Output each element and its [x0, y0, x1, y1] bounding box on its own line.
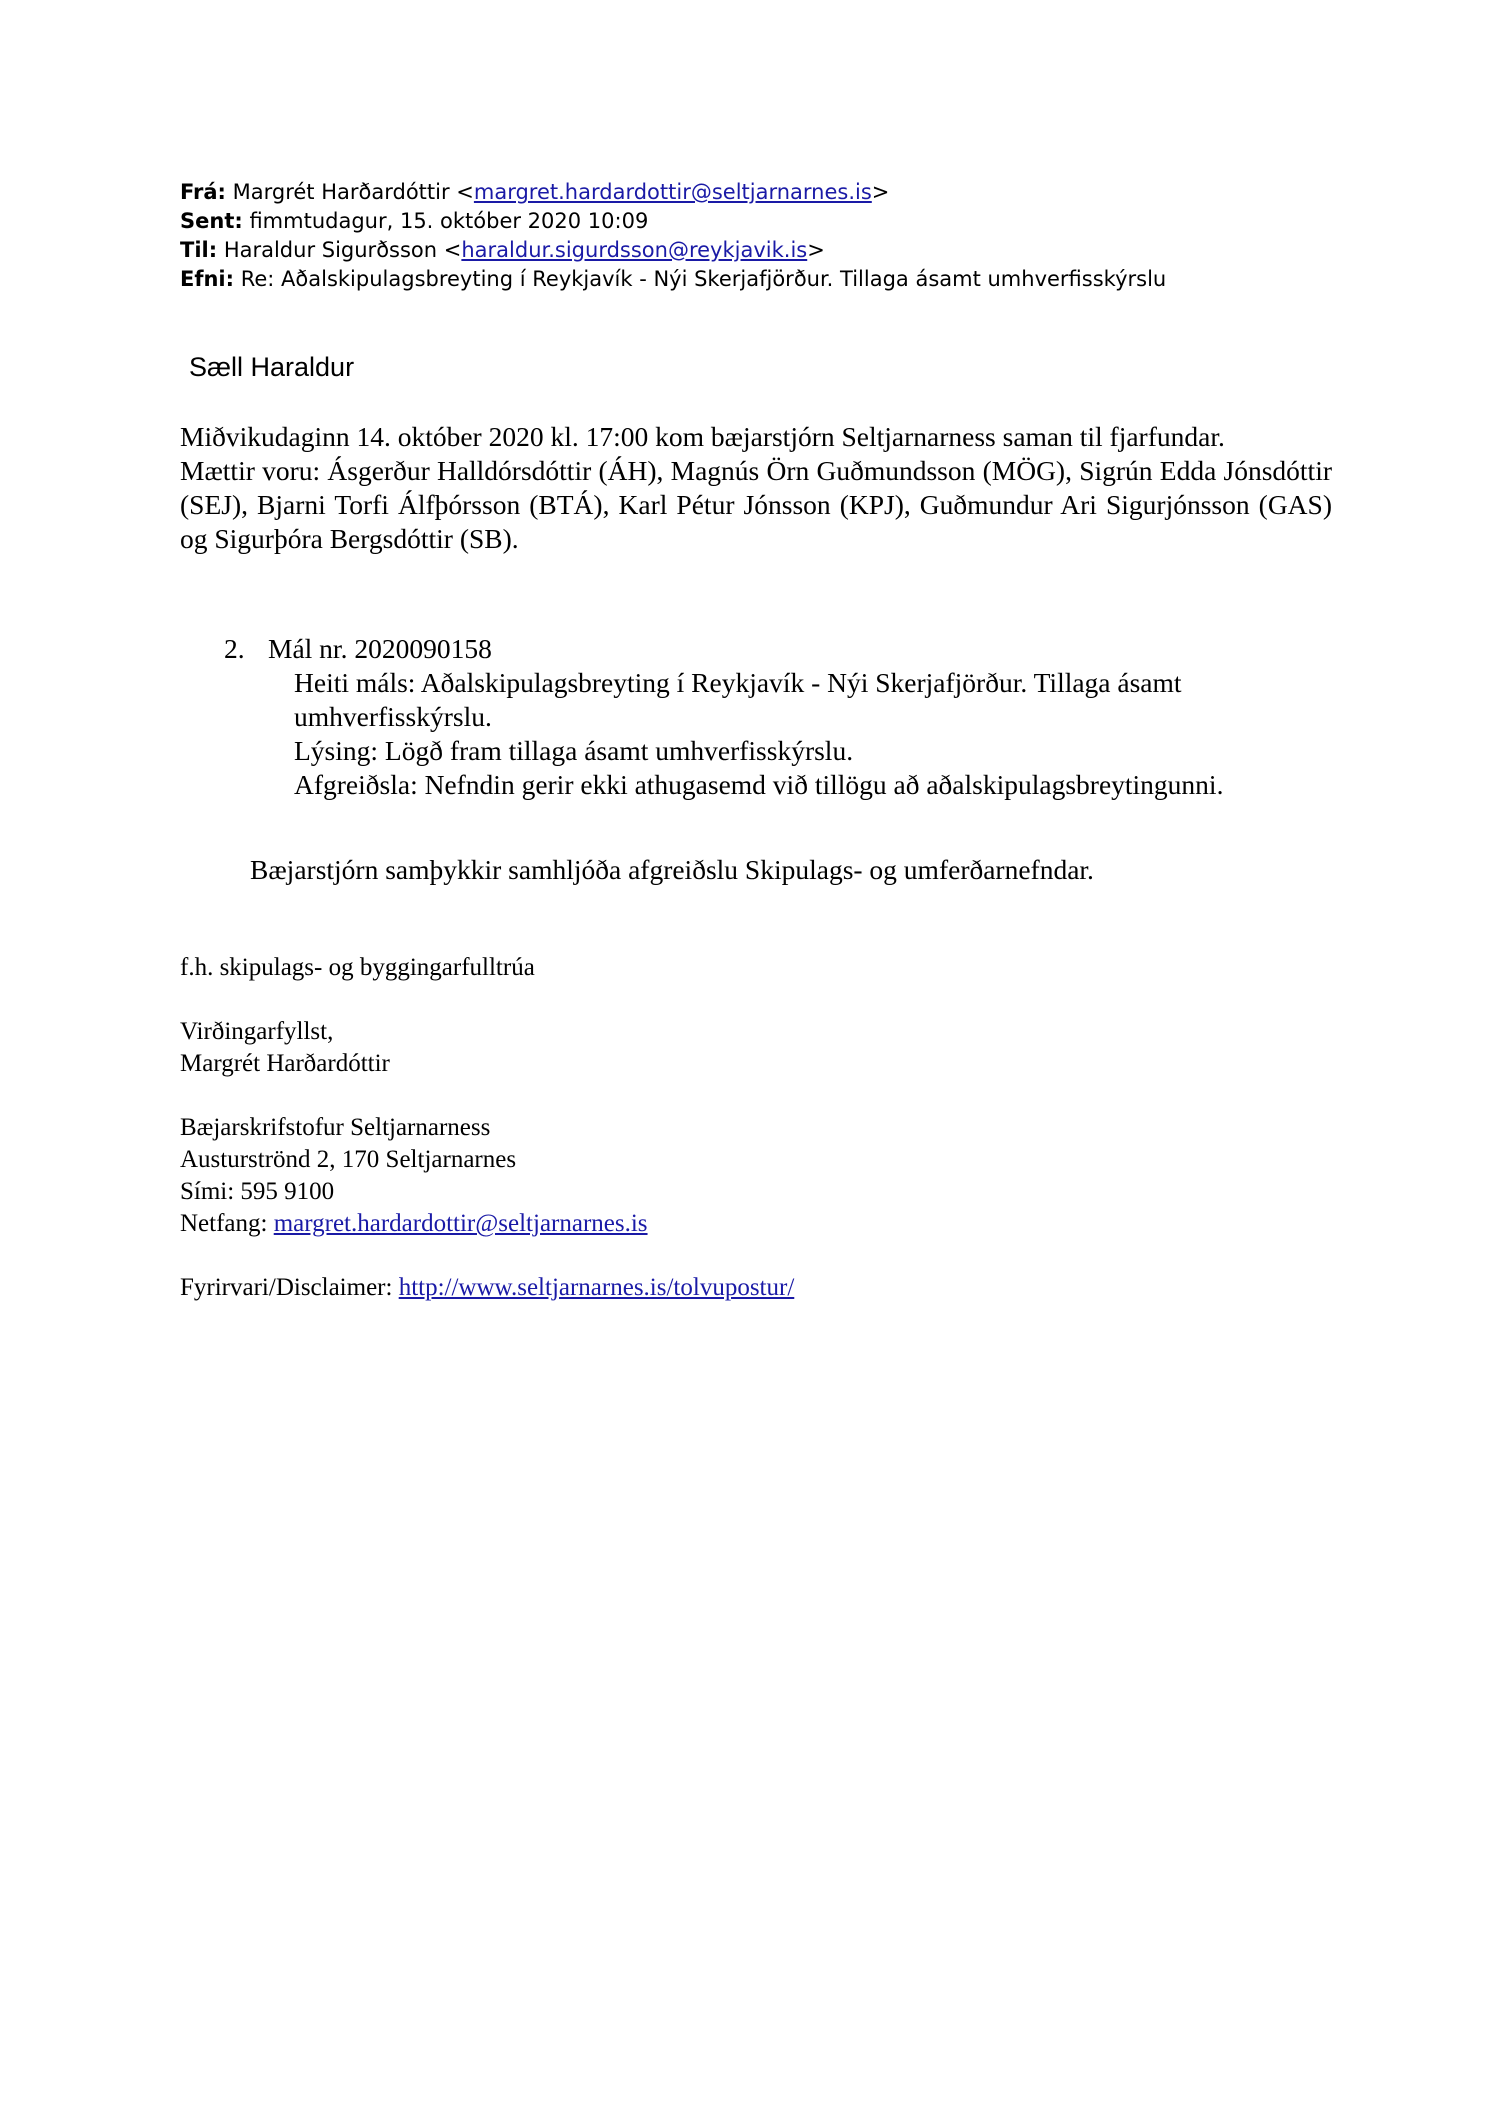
from-label: Frá: — [180, 180, 226, 204]
from-row: Frá: Margrét Harðardóttir <margret.hardardottir@seltjarnarnes.is> — [180, 180, 890, 204]
subject-label: Efni: — [180, 267, 235, 291]
disclaimer-line — [180, 1272, 1330, 1304]
signature-block — [180, 952, 1330, 1304]
agenda-item-description: Lýsing: Lögð fram tillaga ásamt umhverfisskýrslu. — [294, 735, 854, 766]
agenda-item-resolution: Afgreiðsla: Nefndin gerir ekki athugasemd við tillögu að aðalskipulagsbreytingunni. — [294, 769, 1224, 800]
message-body — [180, 420, 1332, 556]
sent-row — [180, 207, 1330, 236]
disclaimer-link[interactable]: http://www.seltjarnarnes.is/tolvupostur/ — [398, 1274, 795, 1301]
office-email-line — [180, 1208, 1330, 1240]
office-name: Bæjarskrifstofur Seltjarnarness — [180, 1114, 491, 1141]
meeting-paragraph: Miðvikudaginn 14. október 2020 kl. 17:00 kom bæjarstjórn Seltjarnarness saman til fjarfundar. — [180, 421, 1225, 452]
attendees-paragraph: Mættir voru: Ásgerður Halldórsdóttir (ÁH), Magnús Örn Guðmundsson (MÖG), Sigrún Edda Jónsdóttir (SEJ), Bjarni Torfi Álfþórsson (BTÁ), Karl Pétur Jónsson (KPJ), Guðmundur Ari Sigurjónsson (GAS) og Sigurþóra Bergsdóttir (SB). — [180, 455, 1332, 554]
signature-email-link[interactable]: margret.hardardottir@seltjarnarnes.is — [273, 1210, 648, 1237]
agenda-item-number: 2. — [224, 633, 245, 664]
signer-name: Margrét Harðardóttir — [180, 1050, 390, 1077]
to-label: Til: — [180, 238, 218, 262]
office-phone: Sími: 595 9100 — [180, 1178, 335, 1205]
email-header — [180, 178, 1330, 294]
agenda-item — [224, 632, 1344, 802]
to-row: Til: Haraldur Sigurðsson <haraldur.sigurdsson@reykjavik.is> — [180, 238, 825, 262]
office-address: Austurströnd 2, 170 Seltjarnarnes — [180, 1146, 517, 1173]
agenda-item-case: Mál nr. 2020090158 — [268, 633, 492, 664]
subject-value: Re: Aðalskipulagsbreyting í Reykjavík - Nýi Skerjafjörður. Tillaga ásamt umhverfisskýrslu — [240, 267, 1167, 291]
to-name: Haraldur Sigurðsson — [223, 238, 438, 262]
sent-value: fimmtudagur, 15. október 2020 10:09 — [249, 209, 649, 233]
greeting: Sæll Haraldur — [189, 352, 355, 382]
on-behalf-line: f.h. skipulags- og byggingarfulltrúa — [180, 954, 535, 981]
agenda-item-title: Heiti máls: Aðalskipulagsbreyting í Reykjavík - Nýi Skerjafjörður. Tillaga ásamt umhverfisskýrslu. — [294, 667, 1182, 732]
closing-line: Virðingarfyllst, — [180, 1018, 334, 1045]
disclaimer-label: Fyrirvari/Disclaimer: — [180, 1274, 393, 1301]
from-email-link[interactable]: margret.hardardottir@seltjarnarnes.is — [473, 180, 872, 204]
agenda-item-heading — [224, 632, 1344, 666]
to-email-link[interactable]: haraldur.sigurdsson@reykjavik.is — [461, 238, 808, 262]
from-name: Margrét Harðardóttir — [232, 180, 450, 204]
email-label: Netfang: — [180, 1210, 268, 1237]
sent-label: Sent: — [180, 209, 243, 233]
council-decision: Bæjarstjórn samþykkir samhljóða afgreiðslu Skipulags- og umferðarnefndar. — [250, 854, 1094, 885]
subject-row — [180, 265, 1330, 294]
